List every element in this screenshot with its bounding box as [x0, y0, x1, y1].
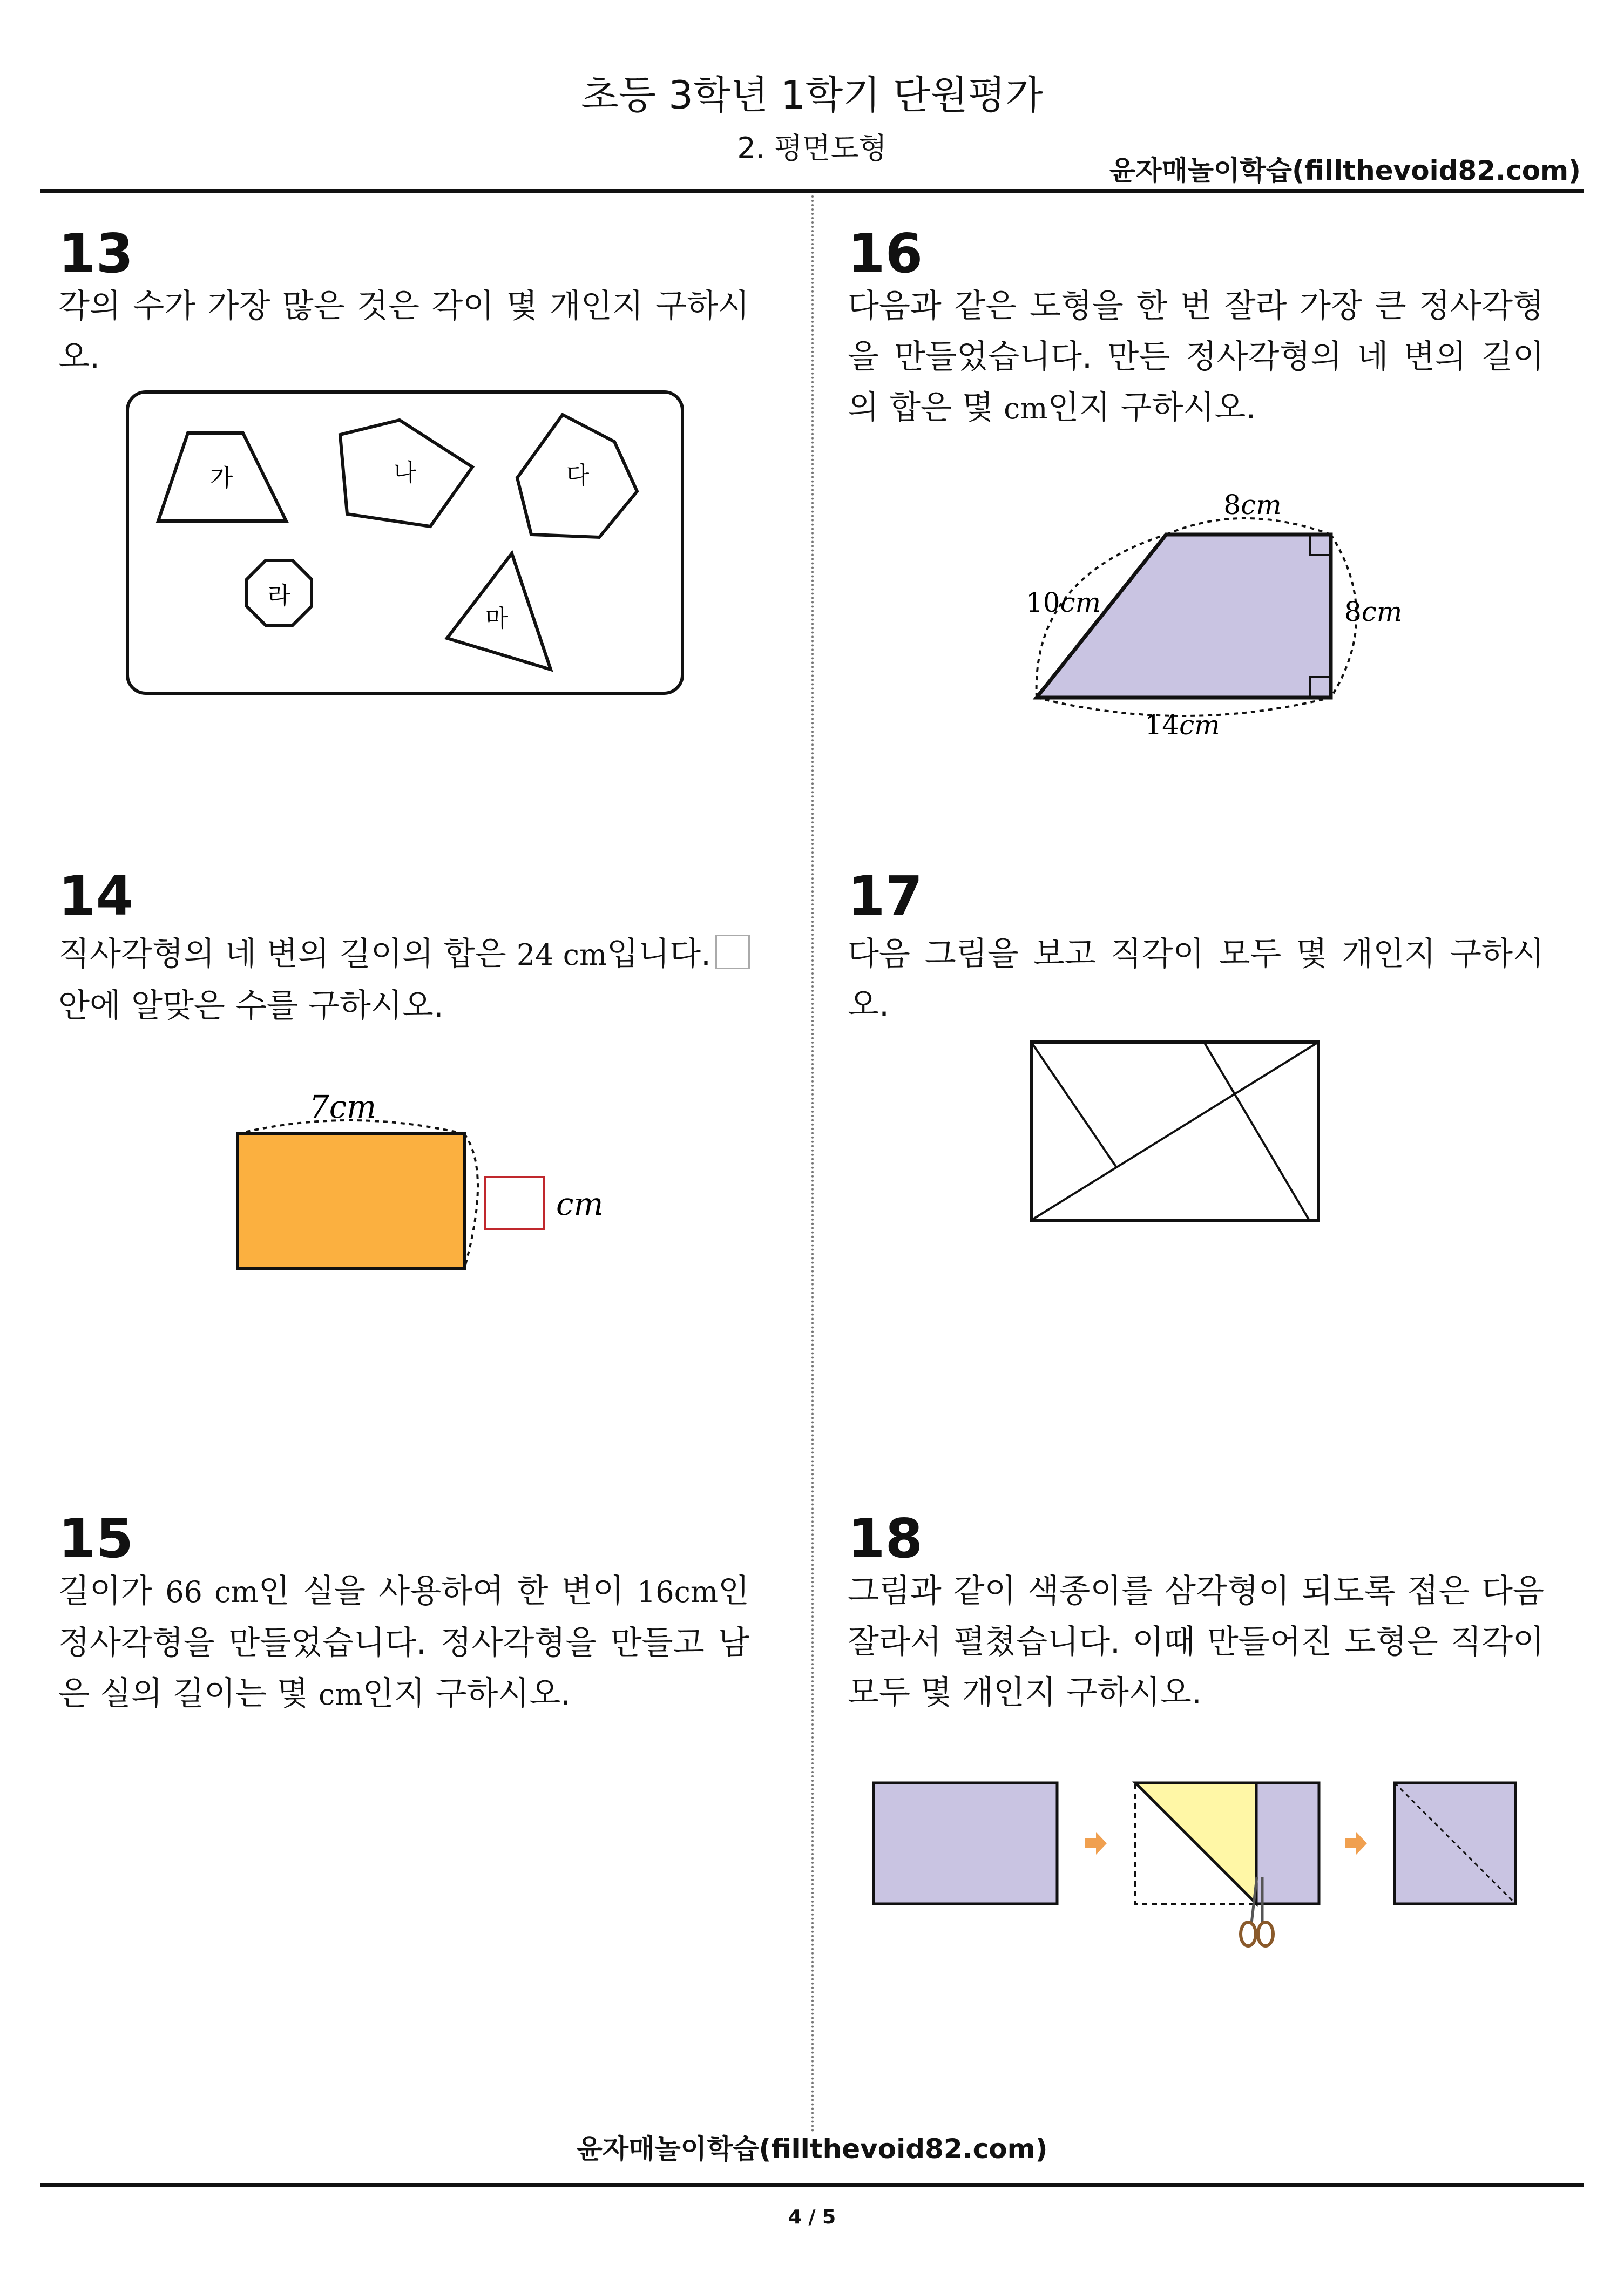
answer-box: [485, 1177, 544, 1229]
page-number: 4 / 5: [788, 2206, 836, 2228]
site-credit-bottom: 윤자매놀이학습(fillthevoid82.com): [576, 2133, 1048, 2165]
question-14-figure: [227, 1080, 626, 1280]
footer-rule: [40, 2183, 1584, 2187]
question-16-text: 다음과 같은 도형을 한 번 잘라 가장 큰 정사각형을 만들었습니다. 만든 정사각형의 네 변의 길이의 합은 몇 cm인지 구하시오.: [848, 287, 1544, 427]
question-13-text: 각의 수가 가장 많은 것은 각이 몇 개인지 구하시오.: [58, 287, 749, 376]
question-16-number: 16: [848, 222, 923, 285]
page-title: 초등 3학년 1학기 단원평가: [581, 72, 1043, 118]
question-17-number: 17: [848, 864, 923, 928]
shape-label-ra: 라: [267, 582, 291, 610]
arrow-icon: [1085, 1832, 1107, 1855]
question-15-text: 길이가 66 cm인 실을 사용하여 한 변이 16cm인 정사각형을 만들었습니다. 정사각형을 만들고 남은 실의 길이는 몇 cm인지 구하시오.: [58, 1572, 750, 1713]
question-17-figure: [1026, 1037, 1328, 1231]
question-14-text: 직사각형의 네 변의 길이의 합은 24 cm입니다. 안에 알맞은 수를 구하시오.: [58, 929, 760, 1031]
question-17-text: 다음 그림을 보고 직각이 모두 몇 개인지 구하시오.: [848, 935, 1544, 1024]
left-side-label: 10cm: [1026, 587, 1101, 618]
height-unit-label: cm: [556, 1186, 604, 1222]
shape-label-ga: 가: [209, 464, 233, 492]
right-side-label: 8cm: [1344, 596, 1403, 627]
shape-label-na: 나: [393, 459, 417, 486]
leftover-strip: [1256, 1783, 1319, 1904]
shape-label-ma: 마: [485, 605, 509, 632]
question-16-figure: [1015, 486, 1425, 756]
bottom-side-label: 14cm: [1145, 709, 1220, 741]
answer-blank-box: [715, 935, 750, 969]
column-divider: [811, 195, 814, 2134]
site-credit-top: 윤자매놀이학습(fillthevoid82.com): [1109, 155, 1581, 186]
top-side-label: 8cm: [1223, 489, 1282, 520]
header-rule: [40, 189, 1584, 193]
question-13-number: 13: [58, 222, 134, 285]
question-13-figure: [124, 389, 686, 697]
question-18-text: 그림과 같이 색종이를 삼각형이 되도록 접은 다음 잘라서 펼쳤습니다. 이때 만들어진 도형은 직각이 모두 몇 개인지 구하시오.: [848, 1572, 1544, 1712]
orange-rectangle: [238, 1134, 464, 1269]
paper-rectangle: [874, 1783, 1057, 1904]
question-15-number: 15: [58, 1507, 134, 1570]
arrow-icon-2: [1345, 1832, 1367, 1855]
width-label: 7cm: [309, 1088, 377, 1125]
shape-label-da: 다: [566, 462, 590, 489]
unit-subtitle: 2. 평면도형: [737, 131, 887, 165]
question-14-number: 14: [58, 864, 134, 928]
question-18-number: 18: [848, 1507, 923, 1570]
question-18-figure: [864, 1771, 1539, 1965]
